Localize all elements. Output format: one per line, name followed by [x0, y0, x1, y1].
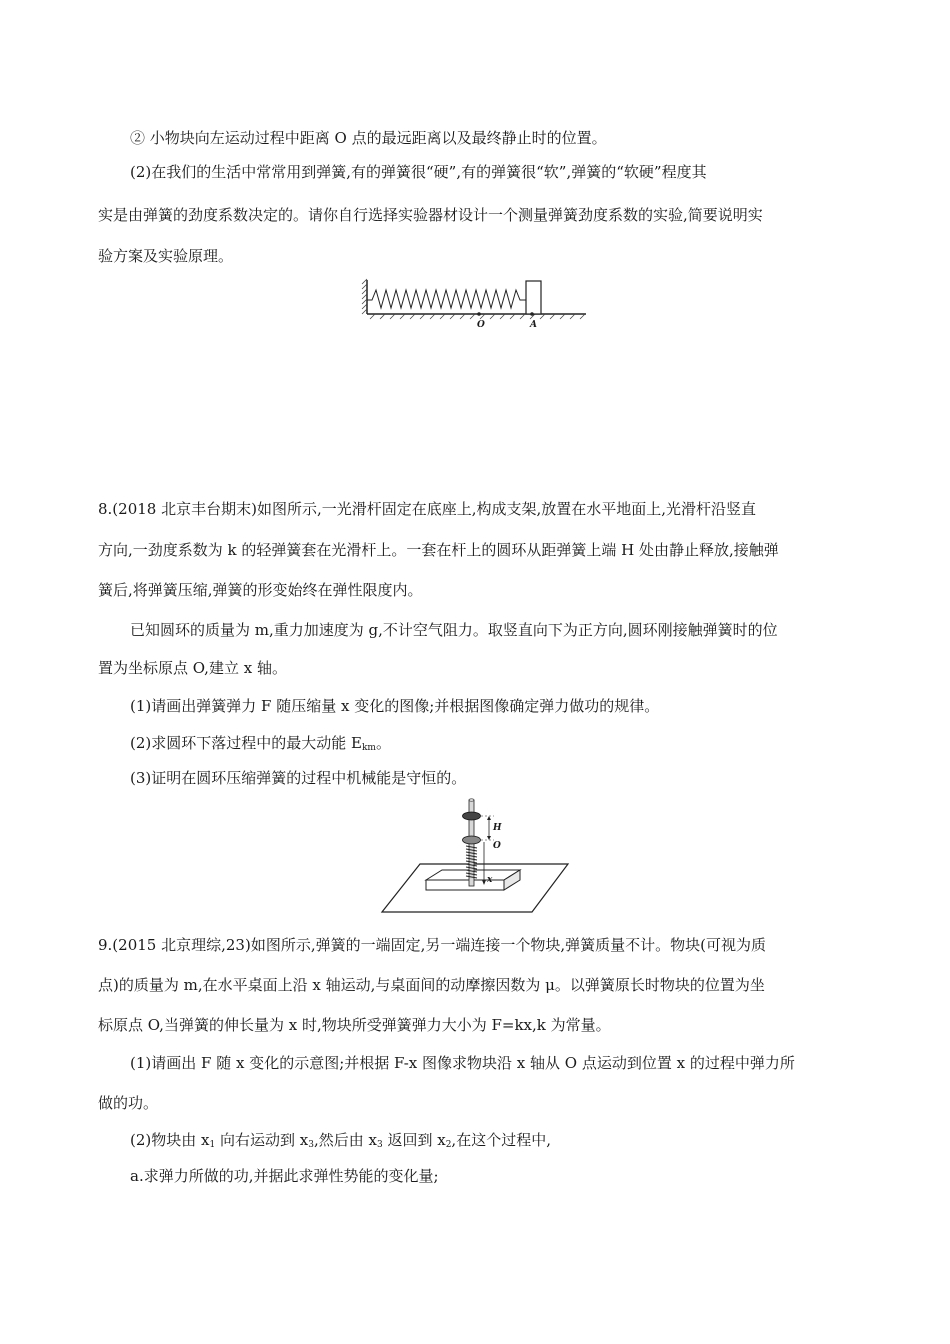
- q8-sub-3: (3)证明在圆环压缩弹簧的过程中机械能是守恒的。: [130, 769, 467, 787]
- q9-line-3: 标原点 O,当弹簧的伸长量为 x 时,物块所受弹簧弹力大小为 F=kx,k 为常量。: [98, 1016, 611, 1034]
- origin-o-label: O: [493, 841, 501, 851]
- q8-line-3: 簧后,将弹簧压缩,弹簧的形变始终在弹性限度内。: [98, 581, 423, 599]
- q7-line-3: 实是由弹簧的劲度系数决定的。请你自行选择实验器材设计一个测量弹簧劲度系数的实验,简要说明实: [98, 206, 763, 224]
- q9-line-2: 点)的质量为 m,在水平桌面上沿 x 轴运动,与桌面间的动摩擦因数为 μ。以弹簧原长时物块的位置为坐: [98, 976, 765, 994]
- point-a-label: A: [530, 320, 537, 330]
- spring-block-figure: [360, 278, 590, 334]
- x-axis-label: x: [487, 875, 493, 885]
- q8-line-1: 8.(2018 北京丰台期末)如图所示,一光滑杆固定在底座上,构成支架,放置在水平地面上,光滑杆沿竖直: [98, 500, 757, 518]
- q9-sub-2: (2)物块由 $x_1$ 向右运动到 $x_3$,然后由 $x_3$ 返回到 $x_2$,在这个过程中,: [130, 1131, 551, 1150]
- rod-spring-figure: [380, 796, 572, 918]
- height-h-label: H: [493, 823, 502, 833]
- q8-line-5: 置为坐标原点 O,建立 x 轴。: [98, 659, 287, 677]
- q9-line-1: 9.(2015 北京理综,23)如图所示,弹簧的一端固定,另一端连接一个物块,弹簧质量不计。物块(可视为质: [98, 936, 766, 954]
- q9-line-5: 做的功。: [98, 1094, 159, 1112]
- point-o-label: O: [477, 320, 485, 330]
- q8-line-4: 已知圆环的质量为 m,重力加速度为 g,不计空气阻力。取竖直向下为正方向,圆环刚接触弹簧时的位: [130, 621, 778, 639]
- q7-line-4: 验方案及实验原理。: [98, 247, 234, 265]
- q8-line-2: 方向,一劲度系数为 k 的轻弹簧套在光滑杆上。一套在杆上的圆环从距弹簧上端 H 处由静止释放,接触弹: [98, 541, 779, 559]
- q7-line-1: ② 小物块向左运动过程中距离 O 点的最远距离以及最终静止时的位置。: [130, 129, 607, 147]
- q8-sub-2: (2)求圆环下落过程中的最大动能 $E_{km}$。: [130, 734, 391, 753]
- q8-sub-1: (1)请画出弹簧弹力 F 随压缩量 x 变化的图像;并根据图像确定弹力做功的规律。: [130, 697, 660, 715]
- q9-sub-2a: a.求弹力所做的功,并据此求弹性势能的变化量;: [130, 1167, 439, 1185]
- q7-line-2: (2)在我们的生活中常常用到弹簧,有的弹簧很“硬”,有的弹簧很“软”,弹簧的“软硬”程度其: [130, 163, 707, 181]
- q9-sub-1: (1)请画出 F 随 x 变化的示意图;并根据 F-x 图像求物块沿 x 轴从 O 点运动到位置 x 的过程中弹力所: [130, 1054, 795, 1072]
